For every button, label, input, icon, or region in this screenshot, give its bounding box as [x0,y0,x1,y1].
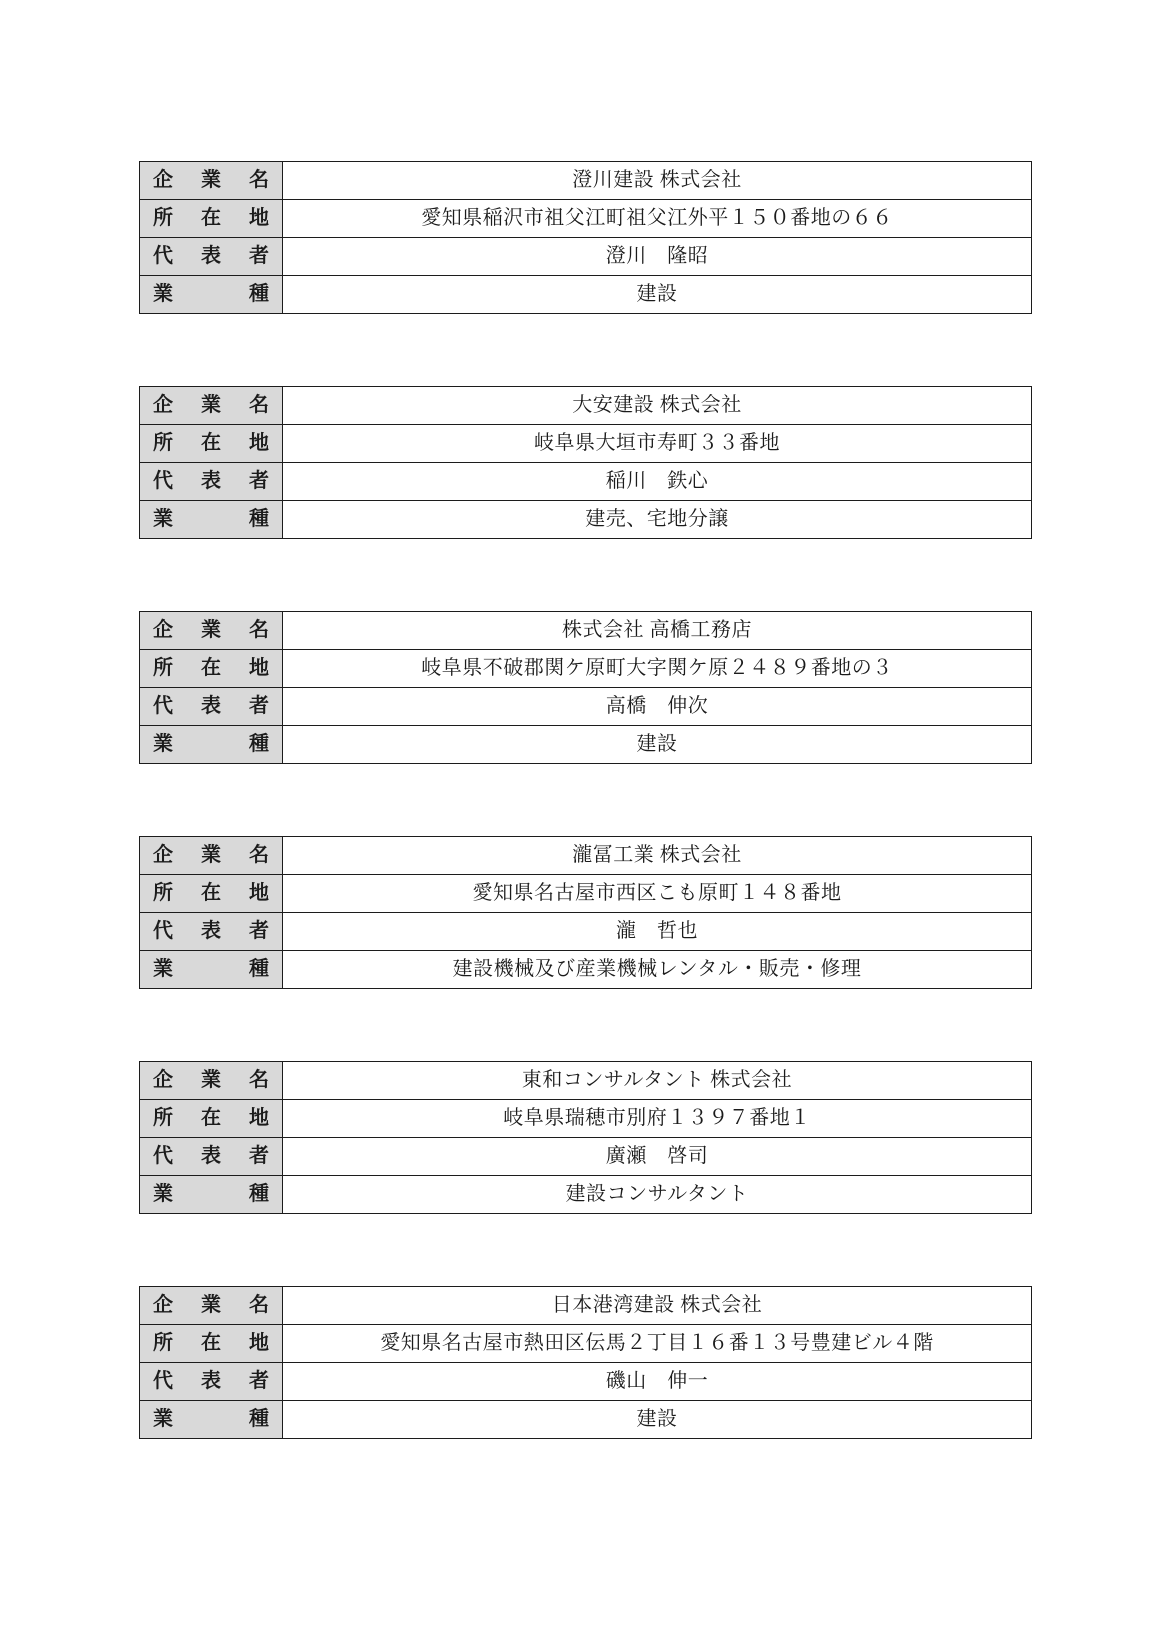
company-name-label-cell [140,612,283,650]
address-label: 所 在 地 [153,207,269,229]
representative-label-cell [140,688,283,726]
representative-label-cell [140,1363,283,1401]
company-info-table [139,386,1032,539]
table-row [140,1176,1032,1214]
address-label: 所 在 地 [153,1332,269,1354]
representative-label-cell [140,463,283,501]
table-row [140,875,1032,913]
table-row [140,1287,1032,1325]
company-name-label-cell [140,1287,283,1325]
company-name-label-cell [140,387,283,425]
industry-label: 業 種 [153,1183,269,1205]
company-info-table [139,1061,1032,1214]
representative-label: 代 表 者 [153,920,269,942]
address-label-cell [140,650,283,688]
address-value: 岐阜県瑞穂市別府１３９７番地１ [283,1100,1032,1138]
table-row [140,238,1032,276]
address-label-cell [140,1100,283,1138]
company-name-value: 瀧冨工業 株式会社 [283,837,1032,875]
table-row [140,276,1032,314]
table-row [140,1100,1032,1138]
company-name-label: 企 業 名 [153,1294,269,1316]
table-row [140,612,1032,650]
industry-label-cell [140,1176,283,1214]
table-row [140,650,1032,688]
industry-label-cell [140,501,283,539]
address-value: 愛知県稲沢市祖父江町祖父江外平１５０番地の６６ [283,200,1032,238]
company-name-label-cell [140,162,283,200]
company-name-value: 日本港湾建設 株式会社 [283,1287,1032,1325]
table-row [140,1138,1032,1176]
industry-label: 業 種 [153,733,269,755]
industry-label: 業 種 [153,508,269,530]
table-row [140,200,1032,238]
industry-value: 建設コンサルタント [283,1176,1032,1214]
address-label: 所 在 地 [153,432,269,454]
company-name-label: 企 業 名 [153,394,269,416]
address-label: 所 在 地 [153,657,269,679]
representative-label: 代 表 者 [153,1145,269,1167]
table-row [140,1363,1032,1401]
industry-value: 建設 [283,726,1032,764]
table-row [140,726,1032,764]
table-row [140,1401,1032,1439]
representative-value: 澄川 隆昭 [283,238,1032,276]
table-row [140,688,1032,726]
address-value: 愛知県名古屋市西区こも原町１４８番地 [283,875,1032,913]
address-value: 岐阜県大垣市寿町３３番地 [283,425,1032,463]
representative-label-cell [140,1138,283,1176]
table-row [140,387,1032,425]
representative-value: 高橋 伸次 [283,688,1032,726]
company-info-table [139,611,1032,764]
table-row [140,463,1032,501]
address-label-cell [140,425,283,463]
representative-label: 代 表 者 [153,470,269,492]
industry-label-cell [140,1401,283,1439]
company-name-label-cell [140,837,283,875]
representative-value: 磯山 伸一 [283,1363,1032,1401]
address-value: 愛知県名古屋市熱田区伝馬２丁目１６番１３号豊建ビル４階 [283,1325,1032,1363]
company-info-table [139,1286,1032,1439]
company-name-value: 澄川建設 株式会社 [283,162,1032,200]
address-label-cell [140,1325,283,1363]
industry-value: 建設機械及び産業機械レンタル・販売・修理 [283,951,1032,989]
company-name-label: 企 業 名 [153,169,269,191]
table-row [140,162,1032,200]
table-row [140,913,1032,951]
company-info-table [139,161,1032,314]
industry-value: 建設 [283,276,1032,314]
industry-label: 業 種 [153,1408,269,1430]
table-row [140,425,1032,463]
representative-label: 代 表 者 [153,245,269,267]
representative-label: 代 表 者 [153,1370,269,1392]
address-label: 所 在 地 [153,882,269,904]
company-info-table [139,836,1032,989]
representative-label: 代 表 者 [153,695,269,717]
industry-label-cell [140,951,283,989]
document-body [139,161,1032,1511]
company-name-value: 株式会社 高橋工務店 [283,612,1032,650]
address-label: 所 在 地 [153,1107,269,1129]
industry-label: 業 種 [153,283,269,305]
industry-value: 建売、宅地分譲 [283,501,1032,539]
company-name-value: 東和コンサルタント 株式会社 [283,1062,1032,1100]
table-row [140,1062,1032,1100]
table-row [140,1325,1032,1363]
address-label-cell [140,200,283,238]
company-name-label-cell [140,1062,283,1100]
representative-value: 廣瀬 啓司 [283,1138,1032,1176]
company-name-label: 企 業 名 [153,1069,269,1091]
industry-value: 建設 [283,1401,1032,1439]
representative-label-cell [140,238,283,276]
industry-label-cell [140,276,283,314]
representative-value: 瀧 哲也 [283,913,1032,951]
table-row [140,951,1032,989]
representative-value: 稲川 鉄心 [283,463,1032,501]
table-row [140,837,1032,875]
company-name-value: 大安建設 株式会社 [283,387,1032,425]
table-row [140,501,1032,539]
company-name-label: 企 業 名 [153,619,269,641]
representative-label-cell [140,913,283,951]
address-label-cell [140,875,283,913]
industry-label-cell [140,726,283,764]
address-value: 岐阜県不破郡関ケ原町大字関ケ原２４８９番地の３ [283,650,1032,688]
industry-label: 業 種 [153,958,269,980]
company-name-label: 企 業 名 [153,844,269,866]
